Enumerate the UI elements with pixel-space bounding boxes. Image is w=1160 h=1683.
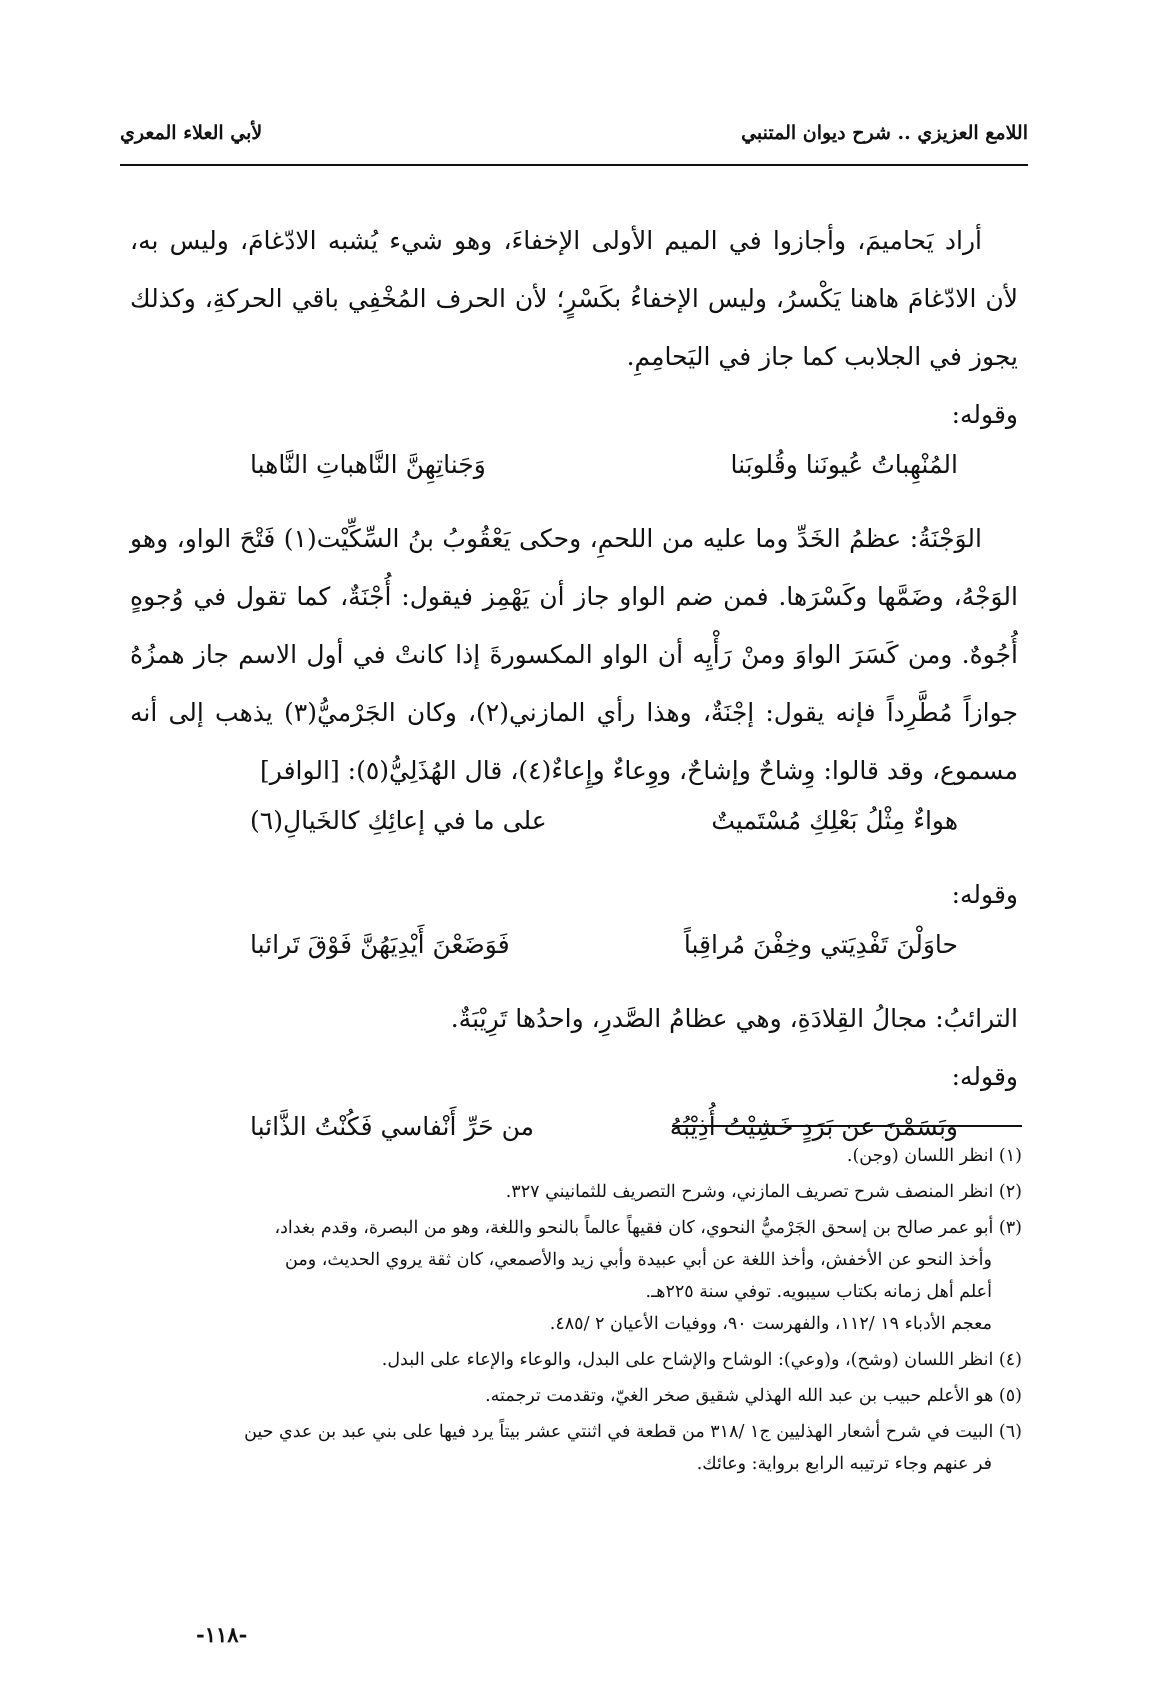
header-author: لأبي العلاء المعري [120, 122, 263, 144]
verse-3-second-hemistich: فَوَضَعْنَ أَيْدِيَهُنَّ فَوْقَ تَرائبا [250, 930, 510, 959]
verse-3-first-hemistich: حاوَلْنَ تَفْدِيَتي وخِفْنَ مُراقِباً [683, 930, 958, 959]
running-header [120, 122, 1028, 152]
footnote-2: (٢) انظر المنصف شرح تصريف المازني، وشرح التصريف للثمانيني ٣٢٧. [505, 1182, 1022, 1202]
paragraph-2: الوَجْنَةُ: عظمُ الخَدِّ وما عليه من اللحمِ، وحكى يَعْقُوبُ بنُ السِّكِّيْت(١) فَتْحَ الواو، وهو الوَجْهُ، وضَمَّها وكَسْرَها. فمن ضم الواو جاز أن يَهْمِز فيقول: أُجْنَةٌ، كما تقول في وُجوهٍ أُجُوهٌ. ومن كَسَرَ الواوَ ومنْ رَأْيِه أن الواو المكسورةَ إذا كانتْ في أول الاسم جاز همزُهُ جوازاً مُطَّرِداً فإنه يقول: إجْنَةٌ، وهذا رأي المازني(٢)، وكان الجَرْميُّ(٣) يذهب إلى أنه مسموع، وقد قالوا: وِشاحٌ وإشاحٌ، ووِعاءٌ وإِعاءٌ(٤)، قال الهُذَلِيُّ(٥): [الوافر] [130, 524, 1018, 785]
footnote-3-line-4: معجم الأدباء ١٩ /١١٢، والفهرست ٩٠، ووفيات الأعيان ٢ /٤٨٥. [549, 1314, 992, 1334]
quote-intro-3: وقوله: [951, 1062, 1018, 1091]
footnote-3-line-2: وأخذ النحو عن الأخفش، وأخذ اللغة عن أبي عبيدة وأبي زيد والأصمعي، كان ثقة يروي الحديث، ومن [285, 1250, 992, 1270]
footnote-1: (١) انظر اللسان (وجن). [846, 1146, 1022, 1166]
main-text [130, 212, 1018, 1172]
quote-intro-1: وقوله: [951, 400, 1018, 429]
verse-2-first-hemistich: هواءٌ مِثْلُ بَعْلِكِ مُسْتَميتٌ [711, 806, 958, 835]
verse-4-first-hemistich: وبَسَمْنَ عن بَرَدٍ خَشِيْتُ أُذِيْبُهُ [669, 1112, 958, 1141]
footnote-3 [132, 1212, 1022, 1340]
footnote-6 [132, 1416, 1022, 1480]
header-rule [120, 164, 1028, 166]
footnotes [132, 1140, 1022, 1484]
verse-1-second-hemistich: وَجَناتِهِنَّ النَّاهباتِ النَّاهبا [250, 450, 486, 479]
verse-3 [130, 924, 1018, 990]
verse-1 [130, 444, 1018, 510]
verse-2 [130, 800, 1018, 866]
paragraph-3: الترائبُ: مجالُ القِلادَةِ، وهي عظامُ الصَّدرِ، واحدُها تَرِيْبَةٌ. [450, 1004, 1018, 1033]
footnote-4: (٤) انظر اللسان (وشح)، و(وعي): الوشاح والإشاح على البدل، والوعاء والإعاء على البدل. [381, 1350, 1022, 1370]
verse-4-second-hemistich: من حَرِّ أَنْفاسي فَكُنْتُ الذَّائبا [250, 1112, 535, 1141]
quote-intro-2: وقوله: [951, 880, 1018, 909]
footnote-5: (٥) هو الأعلم حبيب بن عبد الله الهذلي شقيق صخر الغيّ، وتقدمت ترجمته. [485, 1386, 1022, 1406]
footnote-6-line-1: (٦) البيت في شرح أشعار الهذليين ج١ /٣١٨ من قطعة في اثنتي عشر بيتاً يرد فيها على بني عبد بن عدي حين [244, 1422, 1022, 1442]
footnote-6-line-2: فر عنهم وجاء ترتيبه الرابع برواية: وعائك. [696, 1454, 992, 1474]
footnote-rule [672, 1125, 1022, 1127]
verse-2-second-hemistich: على ما في إعائِكِ كالخَيالِ(٦) [250, 806, 547, 835]
page-number: -١١٨- [196, 1622, 248, 1647]
header-book-title: اللامع العزيزي .. شرح ديوان المتنبي [741, 122, 1028, 144]
footnote-3-line-1: (٣) أبو عمر صالح بن إسحق الجَرْميُّ النحوي، كان فقيهاً عالماً بالنحو واللغة، وهو من البصرة، وقدم بغداد، [274, 1218, 1022, 1238]
paragraph-1: أراد يَحاميمَ، وأجازوا في الميم الأولى الإخفاءَ، وهو شيء يُشبه الادّغامَ، وليس به، لأن الادّغامَ هاهنا يَكْسرُ، وليس الإخفاءُ بكَسْرٍ؛ لأن الحرف المُخْفِي باقي الحركةِ، وكذلك يجوز في الجلابب كما جاز في اليَحامِمِ. [130, 226, 1018, 371]
footnote-3-line-3: أعلم أهل زمانه بكتاب سيبويه. توفي سنة ٢٢٥هـ. [645, 1282, 992, 1302]
verse-1-first-hemistich: المُنْهِباتُ عُيونَنا وقُلوبَنا [730, 450, 958, 479]
